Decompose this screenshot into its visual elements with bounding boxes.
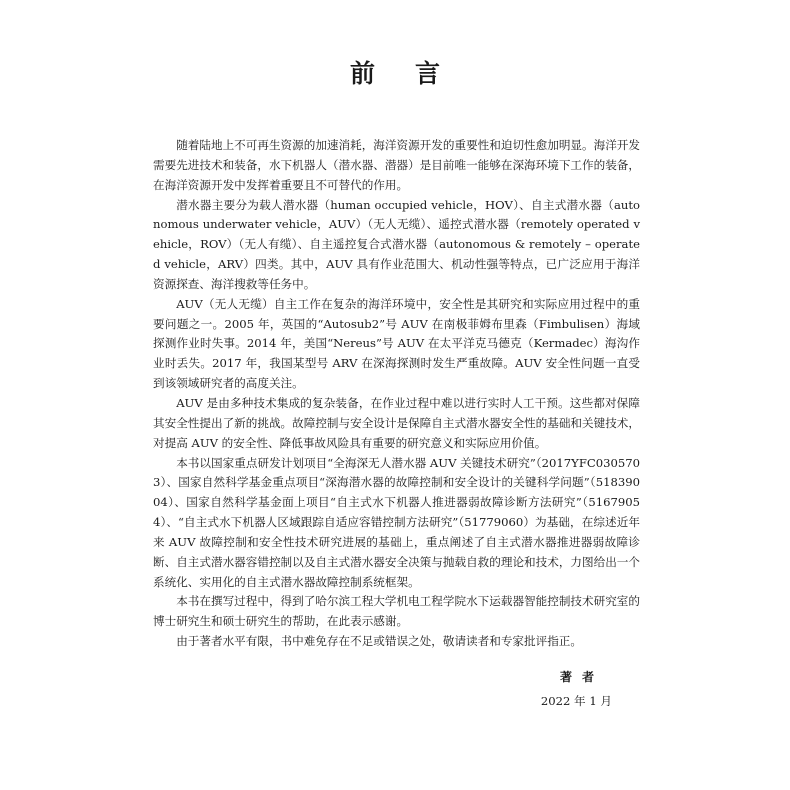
paragraph-2: 潜水器主要分为载人潜水器（human occupied vehicle，HOV）、自主式潜水器（autonomous underwater vehicle，AUV）（无人无缆）、遥控式潜水器（remotely operated vehicle，ROV）（无人有缆）、自主遥控复合式潜水器（autonomous & remotely – operated vehicle，ARV）四类。其中，AUV 具有作业范围大、机动性强等特点，已广泛应用于海洋资源探查、海洋搜救等任务中。 (153, 197, 640, 291)
paragraph-4: AUV 是由多种技术集成的复杂装备，在作业过程中难以进行实时人工干预。这些都对保障其安全性提出了新的挑战。故障控制与安全设计是保障自主式潜水器安全性的基础和关键技术，对提高 AUV 的安全性、降低事故风险具有重要的研究意义和实际应用价值。 (153, 395, 640, 450)
paragraph-3: AUV（无人无缆）自主工作在复杂的海洋环境中，安全性是其研究和实际应用过程中的重要问题之一。2005 年，英国的“Autosub2”号 AUV 在南极菲姆布里森（Fimbulisen）海域探测作业时失事。2014 年，美国“Nereus”号 AUV 在太平洋克马德克（Kermadec）海沟作业时丢失。2017 年，我国某型号 ARV 在深海探测时发生严重故障。AUV 安全性问题一直受到该领域研究者的高度关注。 (153, 296, 640, 391)
preface-body (153, 136, 640, 652)
paragraph-1: 随着陆地上不可再生资源的加速消耗，海洋资源开发的重要性和迫切性愈加明显。海洋开发需要先进技术和装备，水下机器人（潜水器、潜器）是目前唯一能够在深海环境下工作的装备，在海洋资源开发中发挥着重要且不可替代的作用。 (153, 138, 640, 192)
page-title: 前言 (349, 59, 480, 88)
author-signature: 著者 (559, 670, 604, 684)
signature-date: 2022 年 1 月 (540, 694, 612, 708)
paragraph-7: 由于著者水平有限，书中难免存在不足或错误之处，敬请读者和专家批评指正。 (176, 634, 582, 649)
paragraph-6: 本书在撰写过程中，得到了哈尔滨工程大学机电工程学院水下运载器智能控制技术研究室的博士研究生和硕士研究生的帮助，在此表示感谢。 (153, 594, 640, 629)
paragraph-5: 本书以国家重点研发计划项目“全海深无人潜水器 AUV 关键技术研究”（2017YFC0305703）、国家自然科学基金重点项目“深海潜水器的故障控制和安全设计的关键科学问题”（51839004）、国家自然科学基金面上项目“自主式水下机器人推进器弱故障诊断方法研究”（51679054）、“自主式水下机器人区域跟踪自适应容错控制方法研究”（51779060）为基础，在综述近年来 AUV 故障控制和安全性技术研究进展的基础上，重点阐述了自主式潜水器推进器弱故障诊断、自主式潜水器容错控制以及自主式潜水器安全决策与抛载自救的理论和技术，力图给出一个系统化、实用化的自主式潜水器故障控制系统框架。 (153, 455, 640, 589)
